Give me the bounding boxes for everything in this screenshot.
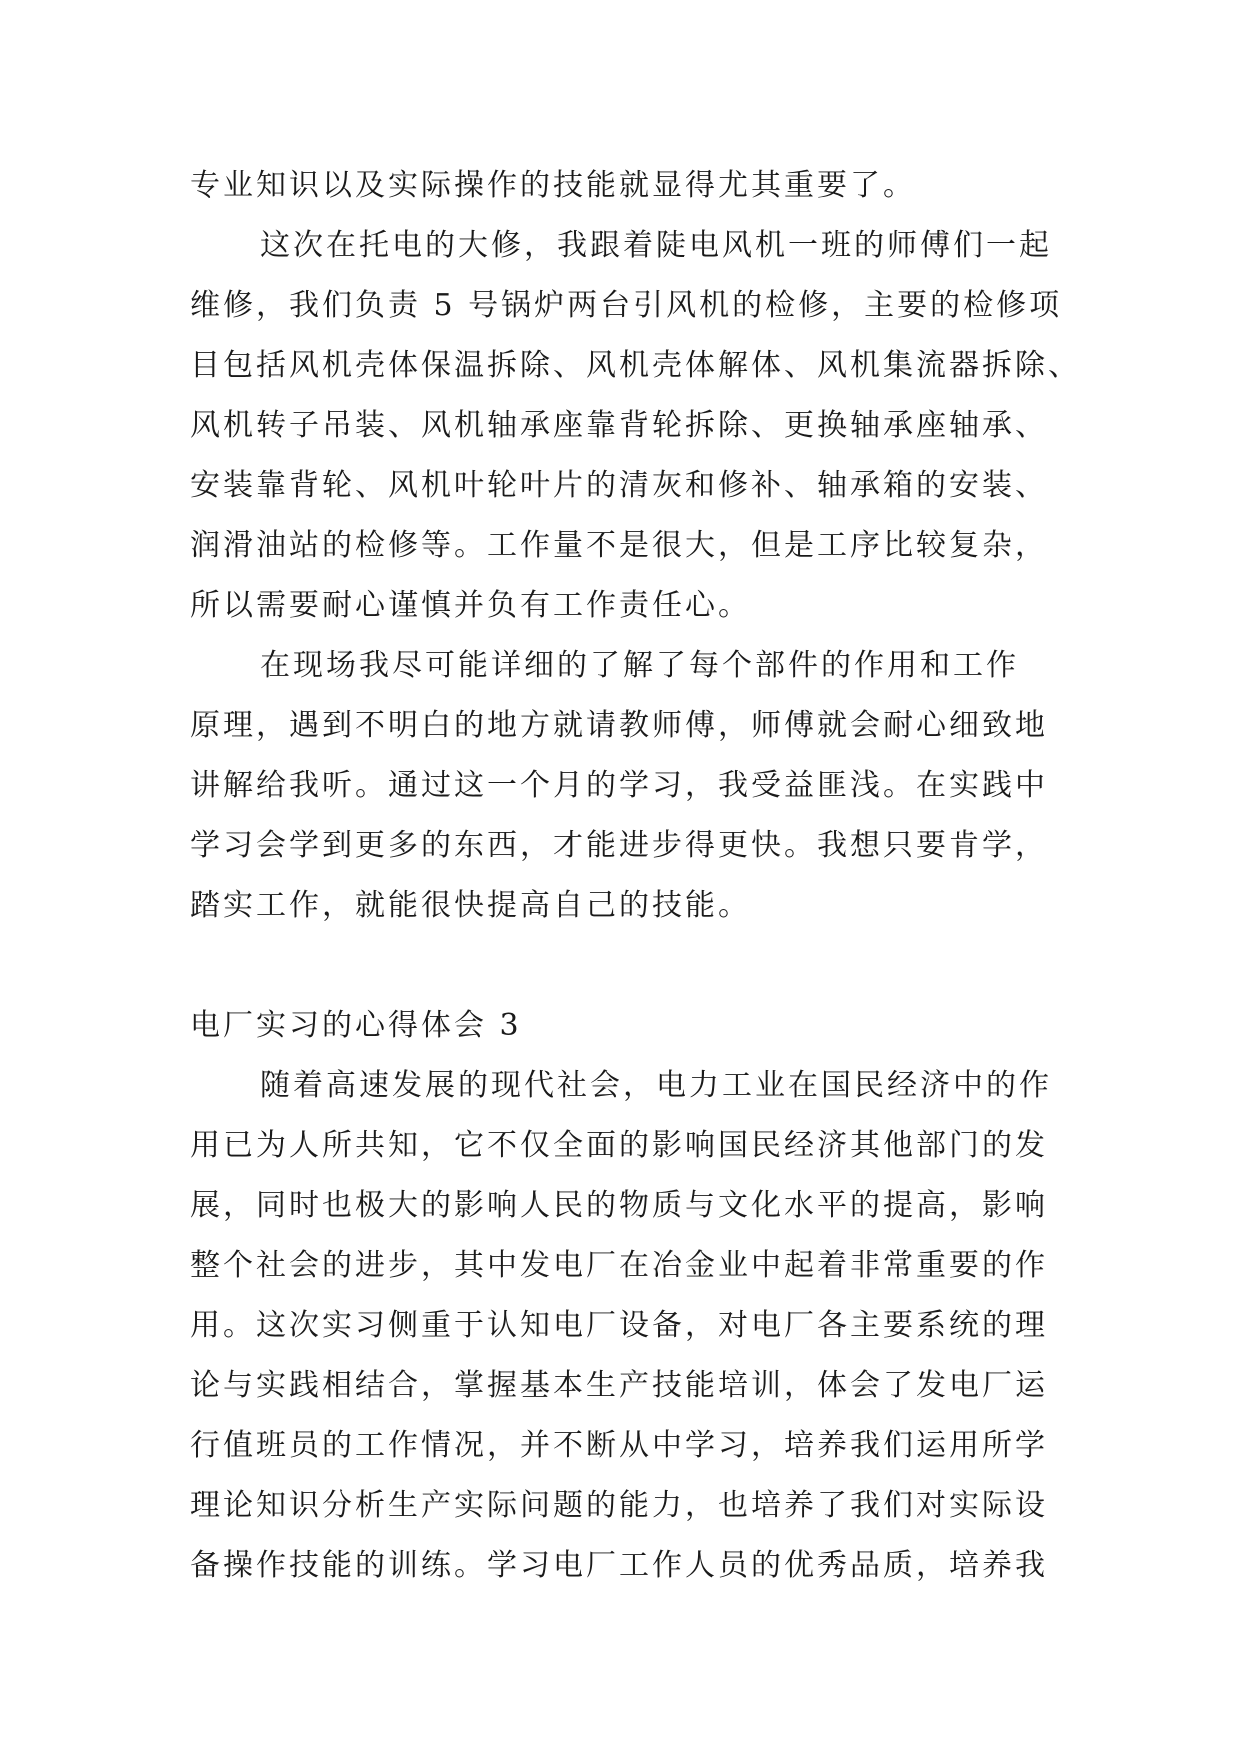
text-line: 原理，遇到不明白的地方就请教师傅，师傅就会耐心细致地 [190, 708, 1048, 743]
paragraph-1 [190, 156, 1070, 216]
paragraph-4 [190, 1056, 1070, 1596]
text-line: 维修，我们负责 5 号锅炉两台引风机的检修，主要的检修项 [190, 288, 1063, 323]
text-line: 这次在托电的大修，我跟着陡电风机一班的师傅们一起 [260, 228, 1052, 263]
text-line: 随着高速发展的现代社会，电力工业在国民经济中的作 [260, 1068, 1052, 1103]
paragraph-2 [190, 216, 1081, 636]
text-line: 用已为人所共知，它不仅全面的影响国民经济其他部门的发 [190, 1128, 1048, 1163]
text-line: 润滑油站的检修等。工作量不是很大，但是工序比较复杂， [190, 528, 1048, 563]
text-line: 行值班员的工作情况，并不断从中学习，培养我们运用所学 [190, 1428, 1048, 1463]
document-body [190, 156, 1081, 1596]
text-line: 备操作技能的训练。学习电厂工作人员的优秀品质，培养我 [190, 1548, 1048, 1583]
text-line: 风机转子吊装、风机轴承座靠背轮拆除、更换轴承座轴承、 [190, 408, 1048, 443]
text-line: 安装靠背轮、风机叶轮叶片的清灰和修补、轴承箱的安装、 [190, 468, 1048, 503]
text-line: 整个社会的进步，其中发电厂在冶金业中起着非常重要的作 [190, 1248, 1048, 1283]
text-line: 展，同时也极大的影响人民的物质与文化水平的提高，影响 [190, 1188, 1048, 1223]
text-line: 理论知识分析生产实际问题的能力，也培养了我们对实际设 [190, 1488, 1048, 1523]
text-line: 专业知识以及实际操作的技能就显得尤其重要了。 [190, 168, 916, 203]
text-line: 所以需要耐心谨慎并负有工作责任心。 [190, 588, 751, 623]
text-line: 用。这次实习侧重于认知电厂设备，对电厂各主要系统的理 [190, 1308, 1048, 1343]
text-line: 目包括风机壳体保温拆除、风机壳体解体、风机集流器拆除、 [190, 348, 1081, 383]
text-line: 论与实践相结合，掌握基本生产技能培训，体会了发电厂运 [190, 1368, 1048, 1403]
text-line: 在现场我尽可能详细的了解了每个部件的作用和工作 [260, 648, 1019, 683]
paragraph-3 [190, 636, 1070, 936]
text-line: 学习会学到更多的东西，才能进步得更快。我想只要肯学， [190, 828, 1048, 863]
text-line: 讲解给我听。通过这一个月的学习，我受益匪浅。在实践中 [190, 768, 1048, 803]
section-title: 电厂实习的心得体会 3 [190, 1008, 522, 1043]
text-line: 踏实工作，就能很快提高自己的技能。 [190, 888, 751, 923]
